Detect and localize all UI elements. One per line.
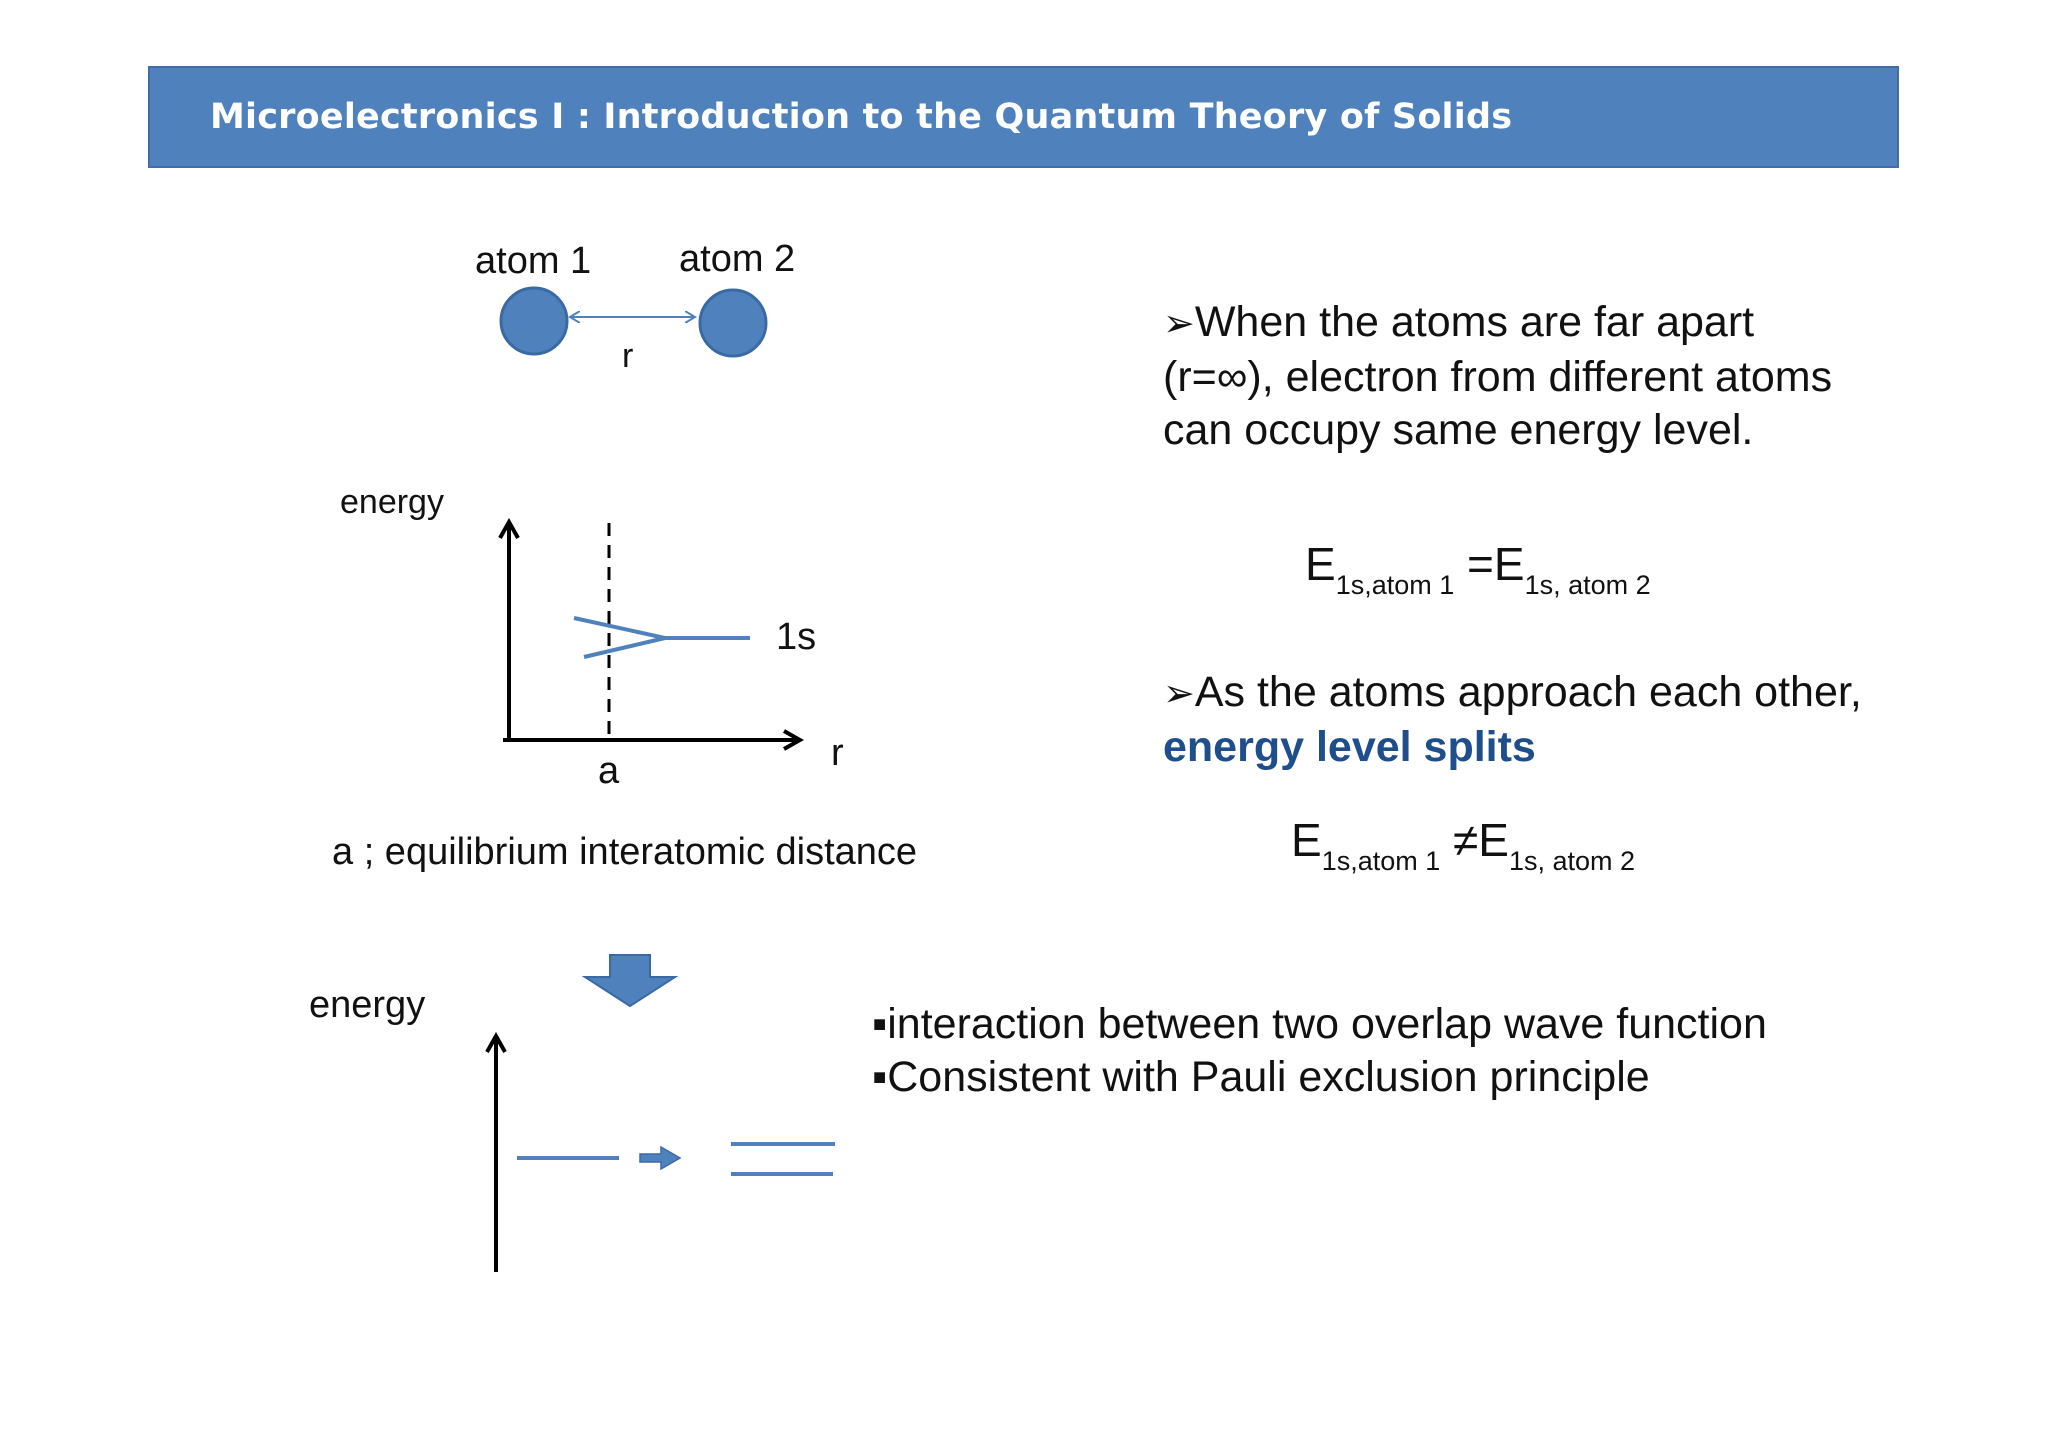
graph2-y-label: energy <box>309 984 426 1026</box>
split-line-lower <box>584 638 665 657</box>
point-2-bullet: ➢ <box>1163 673 1195 715</box>
graph1-tick-label: a <box>598 750 620 792</box>
small-right-arrow <box>640 1147 680 1169</box>
equation-equal <box>1305 538 1651 600</box>
eq1-e2: E <box>1493 538 1525 590</box>
graph1-caption: a ; equilibrium interatomic distance <box>332 831 918 873</box>
point-1-body: When the atoms are far apart (r=∞), electron from different atoms can occupy same energy level. <box>1163 298 1833 454</box>
distance-label: r <box>622 337 634 375</box>
eq2-sub2: 1s, atom 2 <box>1508 846 1636 876</box>
atom-1-circle <box>501 288 567 354</box>
level-1s-label: 1s <box>776 616 817 658</box>
atom-2-circle <box>700 290 766 356</box>
eq2-sub1: 1s,atom 1 <box>1321 846 1441 876</box>
slide-title: Microelectronics I : Introduction to the Quantum Theory of Solids <box>210 97 1513 137</box>
bullet-item: ▪interaction between two overlap wave function <box>872 1000 1767 1048</box>
eq2-operator: ≠ <box>1440 814 1479 866</box>
eq1-sub2: 1s, atom 2 <box>1524 570 1651 600</box>
down-block-arrow <box>585 955 675 1006</box>
eq2-e1: E <box>1291 814 1322 866</box>
point-2-body: As the atoms approach each other, <box>1194 668 1862 716</box>
atom-1-label: atom 1 <box>475 240 592 282</box>
eq1-sub1: 1s,atom 1 <box>1335 570 1455 600</box>
graph1-x-label: r <box>831 732 844 774</box>
point-2-highlight: energy level splits <box>1163 723 1536 771</box>
point-1-text <box>1163 296 1863 457</box>
eq2-e2: E <box>1478 814 1509 866</box>
bullet-item: ▪Consistent with Pauli exclusion principle <box>872 1053 1650 1101</box>
bullet-list <box>872 998 1767 1104</box>
equation-not-equal <box>1291 814 1636 876</box>
point-1-bullet: ➢ <box>1163 303 1195 345</box>
atom-2-label: atom 2 <box>679 238 796 280</box>
graph1-y-label: energy <box>340 483 444 521</box>
eq1-operator: = <box>1454 538 1494 590</box>
split-line-upper <box>574 618 665 638</box>
eq1-e1: E <box>1305 538 1336 590</box>
point-2-text <box>1163 666 1863 774</box>
